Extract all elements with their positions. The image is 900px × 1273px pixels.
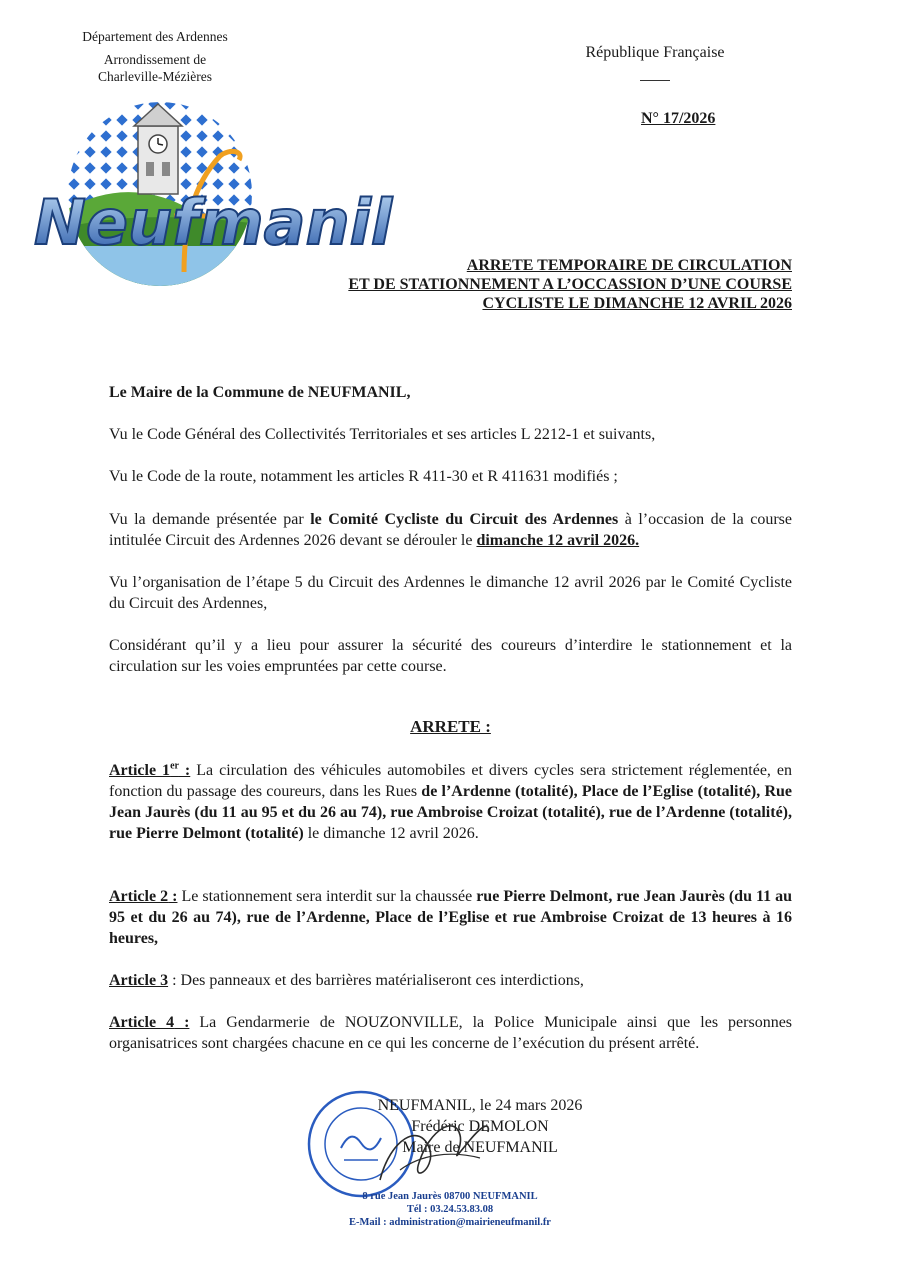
- signatory-role: Maire de NEUFMANIL: [402, 1139, 558, 1156]
- title-line-1: ARRETE TEMPORAIRE DE CIRCULATION: [466, 257, 792, 274]
- title-line-2: ET DE STATIONNEMENT A L’OCCASSION D’UNE COURSE: [348, 276, 792, 293]
- arrondissement-label-1: Arrondissement de: [103, 52, 207, 67]
- signature-place-date: NEUFMANIL, le 24 mars 2026: [377, 1097, 583, 1114]
- document-title: [200, 256, 792, 313]
- department-label: Département des Ardennes: [82, 29, 228, 44]
- vu-paragraph-3: Vu la demande présentée par le Comité Cycliste du Circuit des Ardennes à l’occasion de la course intitulée Circuit des Ardennes 2026 devant se dérouler le dimanche 12 avril 2026.: [109, 511, 793, 549]
- vu-paragraph-4: Vu l’organisation de l’étape 5 du Circuit des Ardennes le dimanche 12 avril 2026 par le Comité Cycliste du Circuit des Ardennes,: [109, 574, 792, 612]
- vu-paragraph-1: Vu le Code Général des Collectivités Territoriales et ses articles L 2212-1 et suivants,: [109, 426, 656, 443]
- signatory-name: Frédéric DEMOLON: [411, 1118, 549, 1135]
- logo-text: Neufmanil: [34, 186, 393, 259]
- article-1-label: Article 1er :: [109, 760, 191, 779]
- mairie-phone: Tél : 03.24.53.83.08: [406, 1204, 494, 1215]
- arrondissement-label-2: Charleville-Mézières: [98, 69, 212, 84]
- mairie-email: E-Mail : administration@mairieneufmanil.fr: [349, 1217, 551, 1228]
- arrete-heading: ARRETE :: [410, 717, 491, 736]
- considerant-paragraph: Considérant qu’il y a lieu pour assurer la sécurité des coureurs d’interdire le stationnement et la circulation sur les voies empruntées par cette course.: [109, 637, 792, 675]
- contact-footer: [340, 1190, 560, 1229]
- article-3: Article 3 : Des panneaux et des barrières matérialiseront ces interdictions,: [109, 972, 584, 989]
- article-2: Article 2 : Le stationnement sera interdit sur la chaussée rue Pierre Delmont, rue Jean Jaurès (du 11 au 95 et du 26 au 74), rue de l’Ardenne, Place de l’Eglise et rue Ambroise Croizat de 13 heures à 16 heures,: [109, 888, 793, 947]
- mairie-address: 8 rue Jean Jaurès 08700 NEUFMANIL: [362, 1191, 538, 1202]
- maire-heading: Le Maire de la Commune de NEUFMANIL,: [109, 384, 411, 401]
- vu-paragraph-2: Vu le Code de la route, notamment les articles R 411-30 et R 411631 modifiés ;: [109, 468, 618, 485]
- header-divider: [640, 80, 670, 81]
- issuer-block: [60, 28, 250, 85]
- handwritten-signature: [360, 1100, 510, 1200]
- decree-number: N° 17/2026: [641, 110, 716, 127]
- title-line-3: CYCLISTE LE DIMANCHE 12 AVRIL 2026: [482, 295, 792, 312]
- republic-label: République Française: [585, 44, 725, 61]
- organizer-name: le Comité Cycliste du Circuit des Ardennes: [310, 511, 619, 528]
- event-date: dimanche 12 avril 2026.: [476, 532, 640, 549]
- article-4-label: Article 4 :: [109, 1014, 190, 1031]
- article-4: Article 4 : La Gendarmerie de NOUZONVILLE, la Police Municipale ainsi que les personnes organisatrices sont chargées chacune en ce qui les concerne de l’exécution du présent arrêté.: [109, 1014, 793, 1052]
- article-3-label: Article 3: [109, 972, 169, 989]
- article-1: Article 1er : La circulation des véhicules automobiles et divers cycles sera strictement réglementée, en fonction du passage des coureurs, dans les Rues de l’Ardenne (totalité), Place de l’Eglise (totalité), Rue Jean Jaurès (du 11 au 95 et du 26 au 74), rue Ambroise Croizat (totalité), rue de l’Ardenne (totalité), rue Pierre Delmont (totalité) le dimanche 12 avril 2026.: [109, 760, 793, 842]
- article-2-label: Article 2 :: [109, 888, 178, 905]
